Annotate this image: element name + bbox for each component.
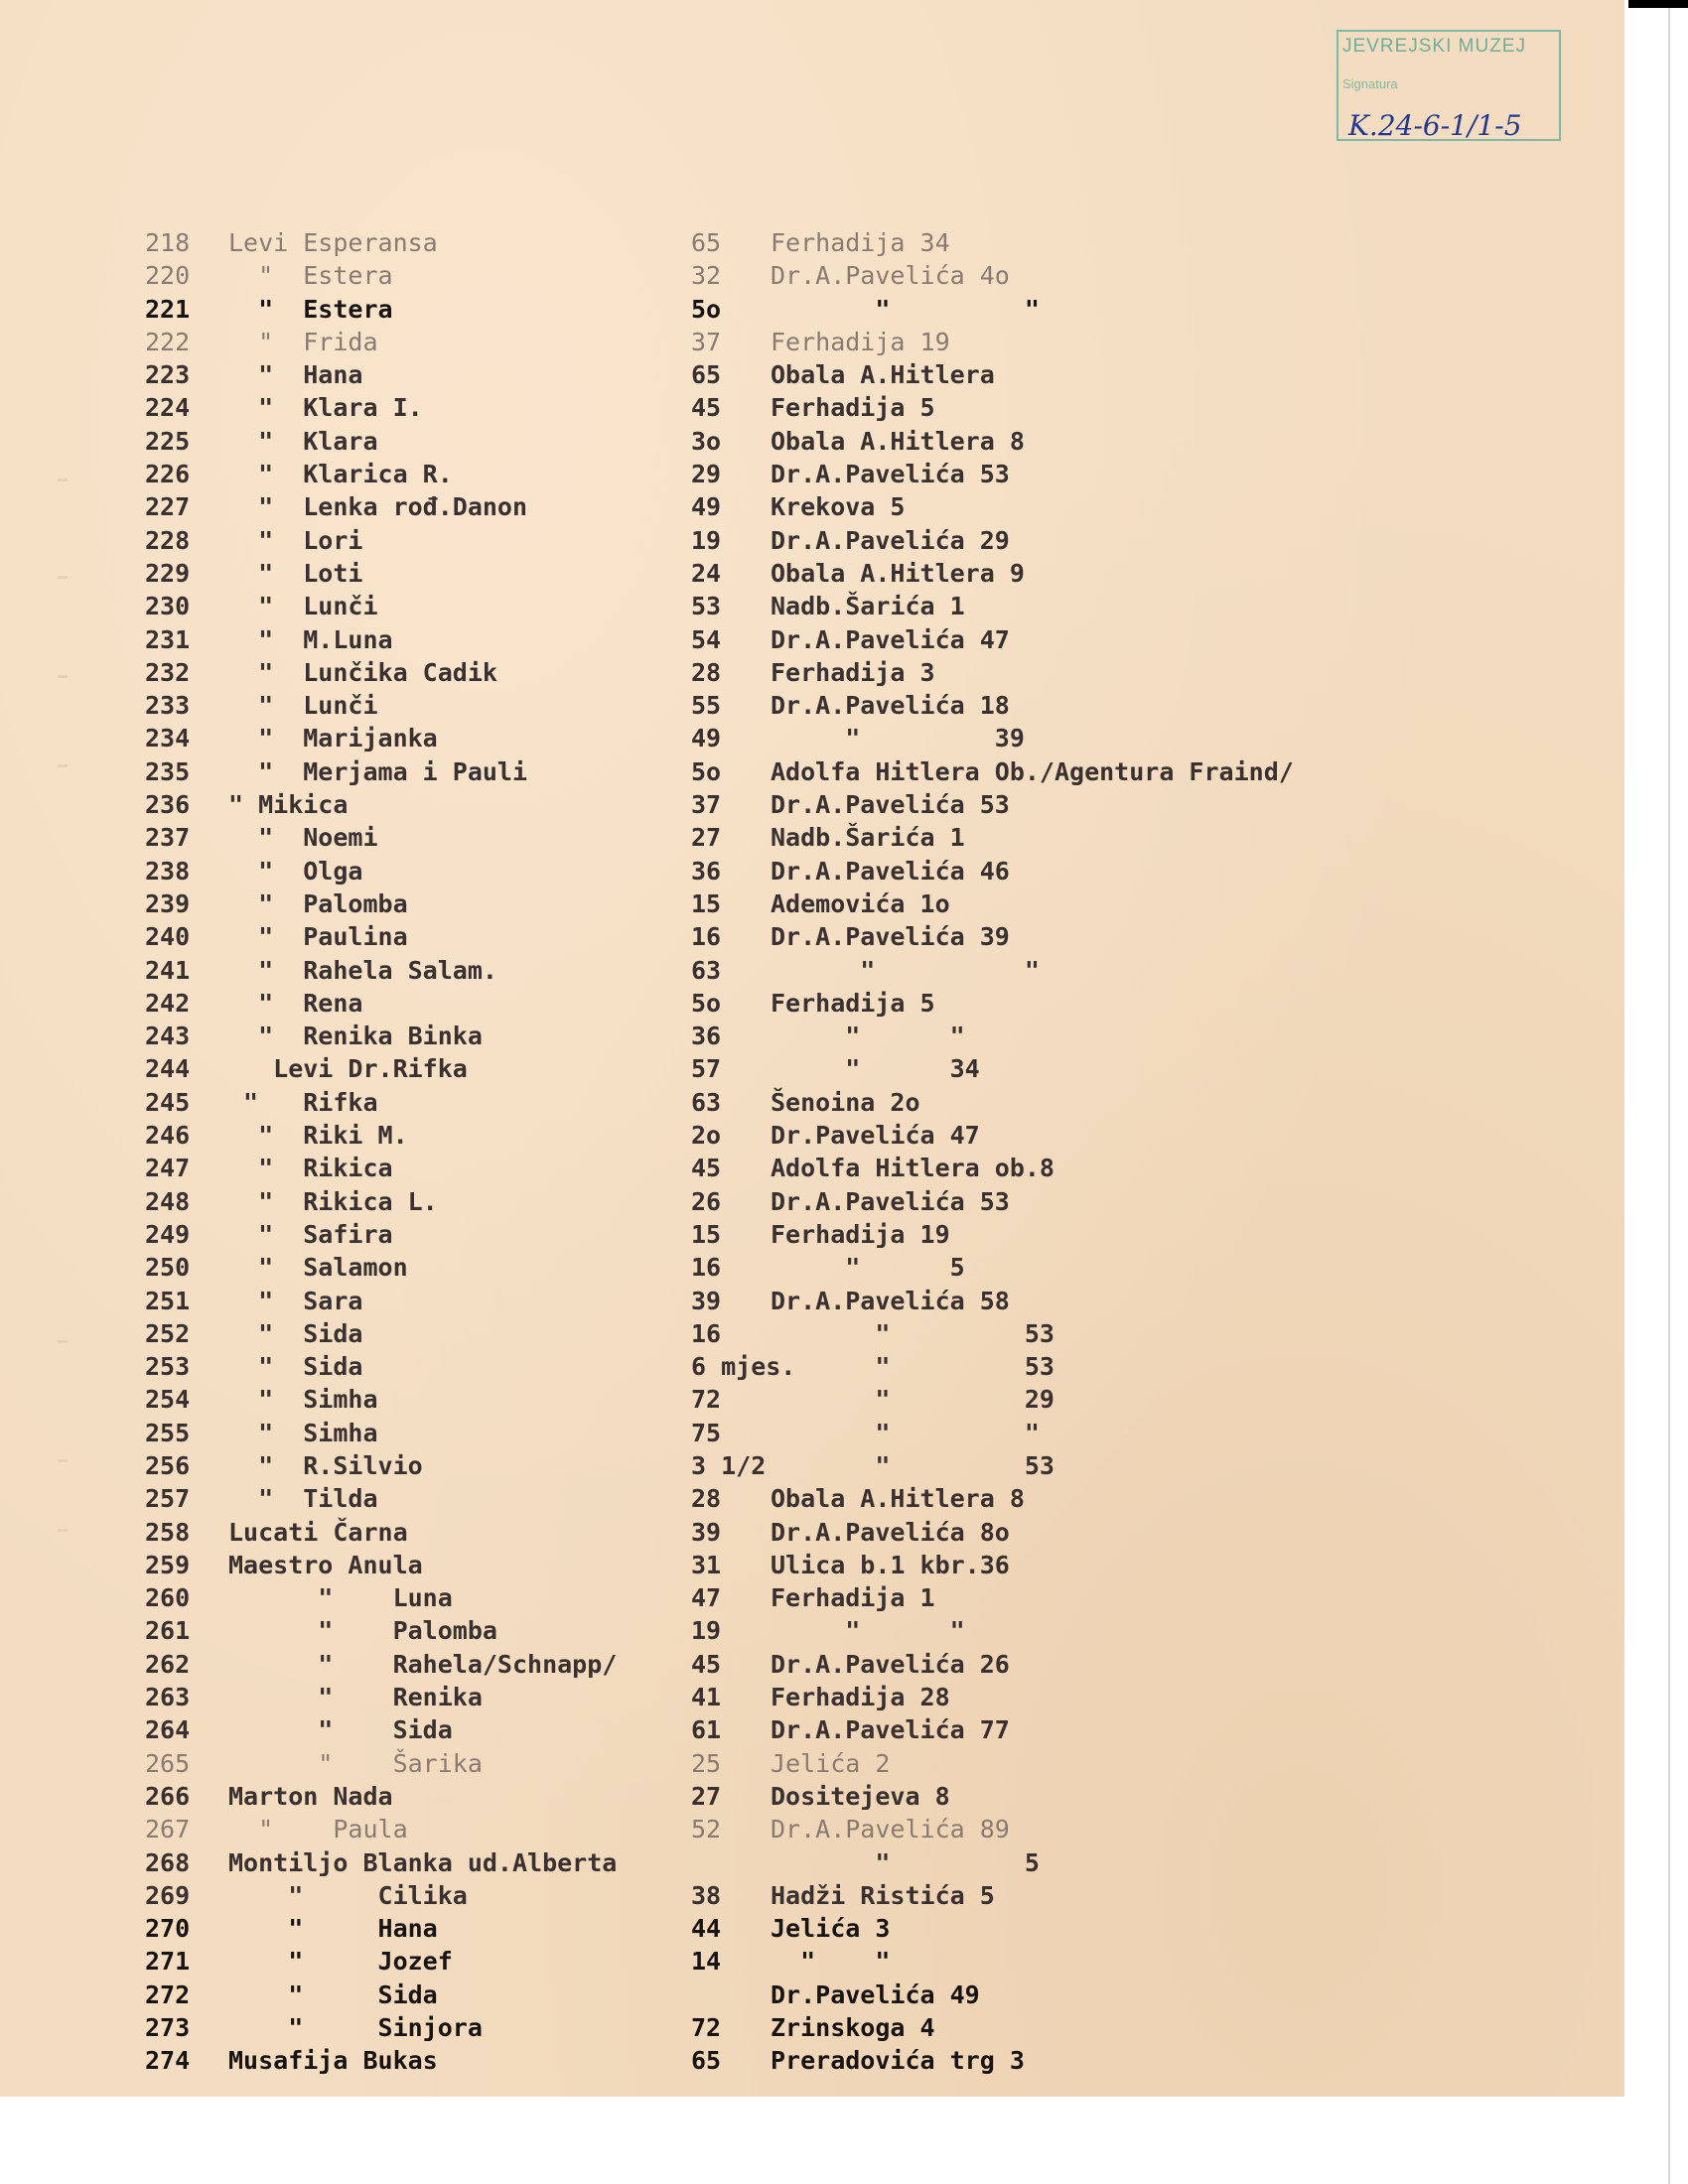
person-address: Obala A.Hitlera 9: [771, 558, 1025, 588]
list-row: [0, 590, 1624, 622]
row-number: 249: [145, 1219, 191, 1249]
person-address: " 39: [771, 724, 1025, 753]
row-number: 225: [145, 426, 191, 456]
row-number: 260: [145, 1583, 191, 1613]
person-address: Ulica b.1 kbr.36: [771, 1550, 1010, 1579]
list-row: [0, 458, 1624, 490]
row-number: 257: [145, 1484, 191, 1514]
list-row: [0, 821, 1624, 854]
list-row: [0, 788, 1624, 821]
list-row: [0, 1549, 1624, 1581]
list-row: [0, 1086, 1624, 1119]
person-name: " Rena: [228, 988, 363, 1018]
list-row: [0, 557, 1624, 590]
person-age: 52: [691, 1815, 722, 1844]
row-number: 223: [145, 360, 191, 390]
person-address: " 34: [771, 1054, 980, 1084]
row-number: 227: [145, 492, 191, 522]
list-row: [0, 425, 1624, 458]
person-name: " Sida: [228, 1318, 363, 1348]
list-row: [0, 1449, 1624, 1482]
person-address: Dr.A.Pavelića 89: [771, 1815, 1010, 1844]
row-number: 243: [145, 1022, 191, 1051]
list-row: [0, 1813, 1624, 1845]
person-name: " Safira: [228, 1219, 393, 1249]
person-name: " Salamon: [228, 1253, 408, 1283]
person-age: 54: [691, 624, 722, 654]
person-name: " Renika Binka: [228, 1022, 483, 1051]
person-age: 45: [691, 1154, 722, 1183]
list-row: [0, 524, 1624, 557]
person-age: 45: [691, 1649, 722, 1679]
row-number: 228: [145, 525, 191, 555]
list-row: [0, 1185, 1624, 1218]
person-age: 27: [691, 1781, 722, 1811]
person-address: Ferhadija 5: [771, 393, 935, 423]
list-row: [0, 1879, 1624, 1912]
stamp-title: JEVREJSKI MUZEJ: [1342, 36, 1526, 57]
list-row: [0, 855, 1624, 887]
row-number: 231: [145, 624, 191, 654]
list-row: [0, 1780, 1624, 1813]
list-row: [0, 1218, 1624, 1251]
person-address: Hadži Ristića 5: [771, 1880, 995, 1910]
person-age: 75: [691, 1418, 722, 1447]
person-name: " Tilda: [228, 1484, 378, 1514]
person-name: " Olga: [228, 856, 363, 886]
person-name: " Paulina: [228, 922, 408, 952]
row-number: 251: [145, 1286, 191, 1315]
person-name: " Rifka: [228, 1087, 378, 1117]
row-number: 218: [145, 228, 191, 257]
person-age: 65: [691, 360, 722, 390]
row-number: 238: [145, 856, 191, 886]
list-row: [0, 1681, 1624, 1713]
list-row: [0, 987, 1624, 1020]
stamp-subtitle: Signatura: [1342, 76, 1398, 91]
row-number: 236: [145, 790, 191, 820]
row-number: 262: [145, 1649, 191, 1679]
list-row: [0, 1912, 1624, 1945]
list-row: [0, 1713, 1624, 1746]
person-address: Ferhadija 19: [771, 327, 950, 356]
person-address: Dr.A.Pavelića 18: [771, 691, 1010, 721]
person-age: 47: [691, 1583, 722, 1613]
person-address: Dr.Pavelića 49: [771, 1979, 980, 2009]
row-number: 255: [145, 1418, 191, 1447]
person-age: 16: [691, 1253, 722, 1283]
list-row: [0, 1581, 1624, 1614]
list-row: [0, 293, 1624, 326]
person-address: Ademovića 1o: [771, 888, 950, 918]
person-age: 65: [691, 228, 722, 257]
person-name: " Klara I.: [228, 393, 423, 423]
person-age: 36: [691, 856, 722, 886]
person-address: Dr.A.Pavelića 26: [771, 1649, 1010, 1679]
row-number: 254: [145, 1385, 191, 1415]
person-address: Dr.A.Pavelića 47: [771, 624, 1010, 654]
person-name: " Rahela/Schnapp/: [228, 1649, 618, 1679]
person-name: " Noemi: [228, 823, 378, 853]
list-row: [0, 656, 1624, 689]
person-name: " Sinjora: [228, 2013, 483, 2043]
list-row: [0, 1516, 1624, 1549]
person-name: Montiljo Blanka ud.Alberta: [228, 1847, 618, 1877]
person-address: " 53: [771, 1450, 1055, 1480]
list-row: [0, 2044, 1624, 2077]
person-name: " M.Luna: [228, 624, 393, 654]
person-age: 57: [691, 1054, 722, 1084]
list-row: [0, 623, 1624, 656]
list-row: [0, 1383, 1624, 1416]
row-number: 259: [145, 1550, 191, 1579]
row-number: 235: [145, 756, 191, 786]
person-age: 45: [691, 393, 722, 423]
person-name: " Marijanka: [228, 724, 438, 753]
person-age: 55: [691, 691, 722, 721]
person-name: " Lori: [228, 525, 363, 555]
person-age: 15: [691, 1219, 722, 1249]
person-address: " 53: [771, 1318, 1055, 1348]
person-age: 16: [691, 1318, 722, 1348]
person-address: Ferhadija 34: [771, 228, 950, 257]
person-address: Ferhadija 19: [771, 1219, 950, 1249]
person-age: 41: [691, 1683, 722, 1712]
museum-stamp: [1336, 30, 1561, 141]
row-number: 240: [145, 922, 191, 952]
person-age: 32: [691, 261, 722, 291]
person-age: 5o: [691, 294, 722, 324]
list-row: [0, 490, 1624, 523]
person-name: " Riki M.: [228, 1121, 408, 1151]
person-address: Dr.A.Pavelića 8o: [771, 1517, 1010, 1547]
row-number: 253: [145, 1352, 191, 1382]
row-number: 233: [145, 691, 191, 721]
person-address: " 29: [771, 1385, 1055, 1415]
list-row: [0, 1979, 1624, 2011]
person-name: " Frida: [228, 327, 378, 356]
person-age: 63: [691, 955, 722, 985]
person-age: 19: [691, 525, 722, 555]
person-address: Ferhadija 28: [771, 1683, 950, 1712]
person-name: " R.Silvio: [228, 1450, 423, 1480]
list-row: [0, 755, 1624, 788]
row-number: 220: [145, 261, 191, 291]
person-age: 26: [691, 1186, 722, 1216]
person-age: 36: [691, 1022, 722, 1051]
person-name: " Hana: [228, 360, 363, 390]
list-row: [0, 1747, 1624, 1780]
person-address: Dr.A.Pavelića 77: [771, 1715, 1010, 1745]
person-name: " Hana: [228, 1914, 438, 1944]
person-name: " Estera: [228, 294, 393, 324]
person-name: " Luna: [228, 1583, 453, 1613]
list-row: [0, 1648, 1624, 1681]
person-address: " ": [771, 955, 1040, 985]
person-address: Dr.A.Pavelića 4o: [771, 261, 1010, 291]
person-age: 19: [691, 1616, 722, 1646]
person-name: " Simha: [228, 1385, 378, 1415]
person-age: 14: [691, 1947, 722, 1977]
row-number: 248: [145, 1186, 191, 1216]
person-name: " Jozef: [228, 1947, 453, 1977]
row-number: 266: [145, 1781, 191, 1811]
list-row: [0, 1152, 1624, 1184]
person-name: " Renika: [228, 1683, 483, 1712]
person-address: Dr.A.Pavelića 53: [771, 1186, 1010, 1216]
row-number: 269: [145, 1880, 191, 1910]
row-number: 242: [145, 988, 191, 1018]
person-name: " Rikica: [228, 1154, 393, 1183]
person-address: Obala A.Hitlera: [771, 360, 995, 390]
person-age: 72: [691, 2013, 722, 2043]
row-number: 271: [145, 1947, 191, 1977]
list-row: [0, 326, 1624, 358]
person-address: " 5: [771, 1847, 1040, 1877]
person-age: 49: [691, 724, 722, 753]
person-address: Dr.A.Pavelića 39: [771, 922, 1010, 952]
person-age: 65: [691, 2046, 722, 2076]
person-age: 49: [691, 492, 722, 522]
person-name: " Sida: [228, 1352, 363, 1382]
list-row: [0, 1846, 1624, 1879]
person-address: " ": [771, 1947, 891, 1977]
person-address: Ferhadija 5: [771, 988, 935, 1018]
person-address: Jelića 3: [771, 1914, 891, 1944]
row-number: 265: [145, 1748, 191, 1778]
row-number: 246: [145, 1121, 191, 1151]
row-number: 267: [145, 1815, 191, 1844]
person-age: 15: [691, 888, 722, 918]
person-age: 28: [691, 657, 722, 687]
person-age: 2o: [691, 1121, 722, 1151]
person-address: Nadb.Šarića 1: [771, 592, 965, 621]
person-address: " ": [771, 1022, 965, 1051]
person-address: " ": [771, 1616, 965, 1646]
row-number: 239: [145, 888, 191, 918]
list-row: [0, 391, 1624, 424]
person-name: " Palomba: [228, 1616, 497, 1646]
row-number: 264: [145, 1715, 191, 1745]
person-age: 39: [691, 1517, 722, 1547]
person-name: " Cilika: [228, 1880, 468, 1910]
list-row: [0, 1052, 1624, 1085]
person-age: 5o: [691, 988, 722, 1018]
person-age: 3o: [691, 426, 722, 456]
person-name: " Loti: [228, 558, 363, 588]
row-number: 273: [145, 2013, 191, 2043]
row-number: 237: [145, 823, 191, 853]
person-name: " Mikica: [228, 790, 349, 820]
row-number: 241: [145, 955, 191, 985]
person-age: 63: [691, 1087, 722, 1117]
row-number: 261: [145, 1616, 191, 1646]
list-row: [0, 954, 1624, 987]
person-address: Dr.A.Pavelića 29: [771, 525, 1010, 555]
person-age: 37: [691, 790, 722, 820]
person-age: 6 mjes.: [691, 1352, 796, 1382]
row-number: 232: [145, 657, 191, 687]
row-number: 229: [145, 558, 191, 588]
row-number: 258: [145, 1517, 191, 1547]
person-name: " Merjama i Pauli: [228, 756, 528, 786]
row-number: 221: [145, 294, 191, 324]
person-name: " Klara: [228, 426, 378, 456]
list-row: [0, 1350, 1624, 1383]
person-address: Dr.A.Pavelića 58: [771, 1286, 1010, 1315]
scan-edge: [1668, 0, 1670, 2184]
person-name: " Lunči: [228, 691, 378, 721]
person-age: 31: [691, 1550, 722, 1579]
row-number: 263: [145, 1683, 191, 1712]
row-number: 244: [145, 1054, 191, 1084]
list-row: [0, 259, 1624, 292]
person-name: " Rahela Salam.: [228, 955, 497, 985]
row-number: 268: [145, 1847, 191, 1877]
list-row: [0, 2011, 1624, 2044]
list-row: [0, 722, 1624, 754]
person-age: 29: [691, 460, 722, 489]
person-address: " 53: [771, 1352, 1055, 1382]
row-number: 230: [145, 592, 191, 621]
row-number: 222: [145, 327, 191, 356]
person-address: Šenoina 2o: [771, 1087, 920, 1117]
person-name: " Sida: [228, 1979, 438, 2009]
person-address: Zrinskoga 4: [771, 2013, 935, 2043]
scan-corner-mark: [1628, 0, 1688, 8]
row-number: 226: [145, 460, 191, 489]
list-row: [0, 1417, 1624, 1449]
person-name: " Sida: [228, 1715, 453, 1745]
list-row: [0, 1285, 1624, 1317]
person-name: " Estera: [228, 261, 393, 291]
person-address: " ": [771, 1418, 1040, 1447]
person-address: " ": [771, 294, 1040, 324]
person-address: Ferhadija 3: [771, 657, 935, 687]
person-name: " Lenka rođ.Danon: [228, 492, 528, 522]
list-row: [0, 1614, 1624, 1647]
person-address: Nadb.Šarića 1: [771, 823, 965, 853]
person-age: 3 1/2: [691, 1450, 767, 1480]
stamp-signature-code: K.24-6-1/1-5: [1348, 109, 1522, 142]
person-name: Lucati Čarna: [228, 1517, 408, 1547]
list-row: [0, 226, 1624, 259]
person-age: 37: [691, 327, 722, 356]
row-number: 250: [145, 1253, 191, 1283]
list-row: [0, 1119, 1624, 1152]
person-age: 38: [691, 1880, 722, 1910]
person-address: Dr.A.Pavelića 53: [771, 460, 1010, 489]
person-address: Krekova 5: [771, 492, 906, 522]
list-row: [0, 1020, 1624, 1052]
row-number: 274: [145, 2046, 191, 2076]
person-name: " Klarica R.: [228, 460, 453, 489]
list-row: [0, 689, 1624, 722]
list-row: [0, 1482, 1624, 1515]
person-name: " Rikica L.: [228, 1186, 438, 1216]
row-number: 270: [145, 1914, 191, 1944]
person-address: Adolfa Hitlera Ob./Agentura Fraind/: [771, 756, 1294, 786]
person-age: 39: [691, 1286, 722, 1315]
person-address: Dr.A.Pavelića 53: [771, 790, 1010, 820]
person-address: Obala A.Hitlera 8: [771, 1484, 1025, 1514]
person-age: 27: [691, 823, 722, 853]
person-age: 44: [691, 1914, 722, 1944]
person-age: 53: [691, 592, 722, 621]
person-age: 28: [691, 1484, 722, 1514]
person-name: " Palomba: [228, 888, 408, 918]
person-age: 25: [691, 1748, 722, 1778]
row-number: 245: [145, 1087, 191, 1117]
person-address: Ferhadija 1: [771, 1583, 935, 1613]
person-address: Preradovića trg 3: [771, 2046, 1025, 2076]
person-age: 5o: [691, 756, 722, 786]
person-age: 24: [691, 558, 722, 588]
person-name: Marton Nada: [228, 1781, 393, 1811]
person-name: Levi Esperansa: [228, 228, 438, 257]
person-age: 72: [691, 1385, 722, 1415]
person-name: " Sara: [228, 1286, 363, 1315]
list-row: [0, 1317, 1624, 1350]
person-name: Maestro Anula: [228, 1550, 423, 1579]
list-row: [0, 1251, 1624, 1284]
person-name: Musafija Bukas: [228, 2046, 438, 2076]
row-number: 224: [145, 393, 191, 423]
person-name: Levi Dr.Rifka: [228, 1054, 468, 1084]
person-address: " 5: [771, 1253, 965, 1283]
person-address: Obala A.Hitlera 8: [771, 426, 1025, 456]
list-row: [0, 887, 1624, 920]
row-number: 252: [145, 1318, 191, 1348]
row-number: 256: [145, 1450, 191, 1480]
person-address: Dr.Pavelića 47: [771, 1121, 980, 1151]
person-name: " Lunčika Cadik: [228, 657, 497, 687]
person-list: [0, 226, 1624, 2078]
list-row: [0, 920, 1624, 953]
person-name: " Paula: [228, 1815, 408, 1844]
person-address: Dr.A.Pavelića 46: [771, 856, 1010, 886]
list-row: [0, 358, 1624, 391]
list-row: [0, 1945, 1624, 1978]
person-age: 16: [691, 922, 722, 952]
person-address: Adolfa Hitlera ob.8: [771, 1154, 1055, 1183]
person-address: Jelića 2: [771, 1748, 891, 1778]
person-address: Dositejeva 8: [771, 1781, 950, 1811]
person-name: " Simha: [228, 1418, 378, 1447]
person-age: 61: [691, 1715, 722, 1745]
row-number: 247: [145, 1154, 191, 1183]
row-number: 272: [145, 1979, 191, 2009]
person-name: " Lunči: [228, 592, 378, 621]
row-number: 234: [145, 724, 191, 753]
person-name: " Šarika: [228, 1748, 483, 1778]
